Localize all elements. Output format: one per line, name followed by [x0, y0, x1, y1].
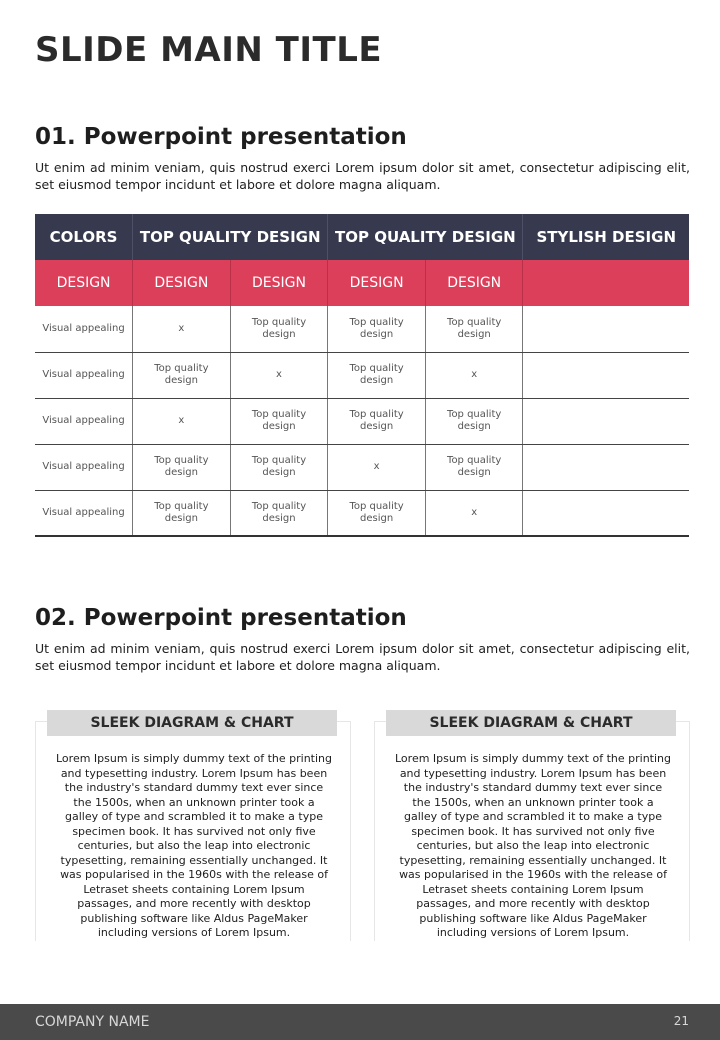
- section-1-title: 01. Powerpoint presentation: [35, 124, 407, 150]
- table-cell: Top quality design: [230, 490, 328, 536]
- table-cell: Visual appealing: [35, 306, 133, 352]
- table-cell: Top quality design: [328, 306, 426, 352]
- diagram-card: [35, 715, 351, 941]
- table-cell: Top quality design: [230, 398, 328, 444]
- table-cell: Visual appealing: [35, 352, 133, 398]
- table-cell: Top quality design: [425, 398, 523, 444]
- header-colors: COLORS: [35, 214, 133, 260]
- card-body-text: Lorem Ipsum is simply dummy text of the printing and typesetting industry. Lorem Ipsum has been the industry's standard dummy text ever since the 1500s, when an unknown printer took a galley of type and scrambled it to make a type specimen book. It has survived not only five centuries, but also the leap into electronic typesetting, remaining essentially unchanged. It was popularised in the 1960s with the release of Letraset sheets containing Lorem Ipsum passages, and more recently with desktop publishing software like Aldus PageMaker including versions of Lorem Ipsum.: [395, 752, 671, 939]
- table-cell: Top quality design: [133, 444, 231, 490]
- card-title: SLEEK DIAGRAM & CHART: [47, 710, 337, 736]
- design-table: [35, 214, 689, 537]
- card-title: SLEEK DIAGRAM & CHART: [386, 710, 676, 736]
- table-cell: Top quality design: [133, 352, 231, 398]
- table-cell: x: [230, 352, 328, 398]
- subheader-cell: DESIGN: [230, 260, 328, 306]
- table-row: [35, 490, 689, 536]
- subheader-cell: DESIGN: [328, 260, 426, 306]
- footer-company-name: COMPANY NAME: [35, 1014, 150, 1030]
- section-1-body: Ut enim ad minim veniam, quis nostrud exerci Lorem ipsum dolor sit amet, consectetur adipiscing elit, set eiusmod tempor incidunt et labore et dolore magna aliquam.: [35, 160, 690, 192]
- footer-bar: [0, 1004, 720, 1040]
- table-cell: Visual appealing: [35, 444, 133, 490]
- table-header-row: [35, 214, 689, 260]
- table-cell: x: [328, 444, 426, 490]
- header-stylish-design: STYLISH DESIGN: [523, 214, 689, 260]
- table-cell: x: [425, 352, 523, 398]
- header-top-quality-design-1: TOP QUALITY DESIGN: [133, 214, 328, 260]
- table-cell: [523, 306, 689, 352]
- table-cell: Top quality design: [133, 490, 231, 536]
- table-row: [35, 444, 689, 490]
- table-cell: Top quality design: [328, 398, 426, 444]
- table-cell: x: [133, 398, 231, 444]
- table-cell: Visual appealing: [35, 490, 133, 536]
- card-body-text: Lorem Ipsum is simply dummy text of the printing and typesetting industry. Lorem Ipsum has been the industry's standard dummy text ever since the 1500s, when an unknown printer took a galley of type and scrambled it to make a type specimen book. It has survived not only five centuries, but also the leap into electronic typesetting, remaining essentially unchanged. It was popularised in the 1960s with the release of Letraset sheets containing Lorem Ipsum passages, and more recently with desktop publishing software like Aldus PageMaker including versions of Lorem Ipsum.: [56, 752, 332, 939]
- table-cell: Top quality design: [328, 352, 426, 398]
- table-cell: Top quality design: [230, 306, 328, 352]
- section-2-body: Ut enim ad minim veniam, quis nostrud exerci Lorem ipsum dolor sit amet, consectetur adipiscing elit, set eiusmod tempor incidunt et labore et dolore magna aliquam.: [35, 641, 690, 673]
- table-cell: x: [425, 490, 523, 536]
- table-cell: Visual appealing: [35, 398, 133, 444]
- diagram-card: [374, 715, 690, 941]
- table-cell: Top quality design: [230, 444, 328, 490]
- table-cell: Top quality design: [425, 444, 523, 490]
- page-title: SLIDE MAIN TITLE: [35, 30, 383, 70]
- table-cell: [523, 352, 689, 398]
- subheader-cell: DESIGN: [35, 260, 133, 306]
- table-cell: x: [133, 306, 231, 352]
- subheader-cell: DESIGN: [133, 260, 231, 306]
- subheader-cell: [523, 260, 689, 306]
- header-top-quality-design-2: TOP QUALITY DESIGN: [328, 214, 523, 260]
- subheader-cell: DESIGN: [425, 260, 523, 306]
- table-cell: [523, 398, 689, 444]
- table-cell: Top quality design: [425, 306, 523, 352]
- table-subheader-row: [35, 260, 689, 306]
- table-cell: [523, 490, 689, 536]
- page-number: 21: [673, 1014, 689, 1028]
- section-2-title: 02. Powerpoint presentation: [35, 605, 407, 631]
- table-row: [35, 306, 689, 352]
- table-row: [35, 398, 689, 444]
- table-cell: Top quality design: [328, 490, 426, 536]
- table-cell: [523, 444, 689, 490]
- table-row: [35, 352, 689, 398]
